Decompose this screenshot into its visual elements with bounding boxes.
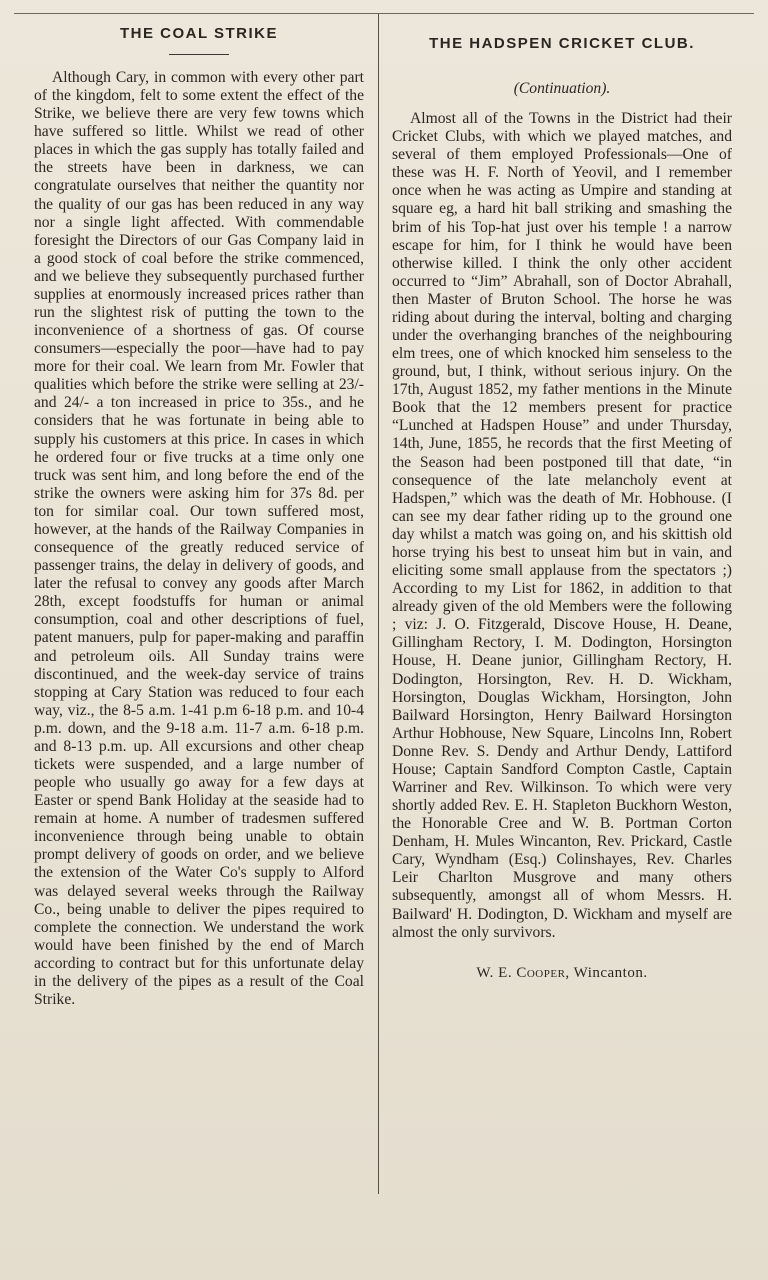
- cricket-club-headline: THE HADSPEN CRICKET CLUB.: [429, 35, 695, 52]
- continuation-label: (Continuation).: [513, 80, 611, 97]
- column-divider: [378, 14, 379, 1194]
- top-rule: [14, 13, 754, 14]
- headline-underline: [169, 54, 229, 55]
- coal-strike-article: [34, 24, 364, 1009]
- author-place: Wincanton.: [573, 964, 648, 981]
- coal-strike-headline: THE COAL STRIKE: [119, 25, 279, 42]
- cricket-club-body: Almost all of the Towns in the District had their Cricket Clubs, with which we played matches, and several of them employed Professionals—One of these was H. F. North of Yeovil, and I remember once when he was acting as Umpire and standing at square eg, a hard hit ball striking and smashing the brim of his Top-hat just over his temple ! a narrow escape for him, for I think he would have been otherwise killed. I think the only other accident occurred to “Jim” Abrahall, son of Doctor Abrahall, then Master of Bruton School. The horse he was riding about during the interval, bolting and charging under the overhanging branches of the neighbouring elm trees, one of which knocked him senseless to the ground, but, I think, without serious injury. On the 17th, August 1852, my father mentions in the Minute Book that the 12 members present for practice “Lunched at Hadspen House” and under Thursday, 14th, June, 1855, he records that the first Meeting of the Season had been postponed till that date, “in consequence of the late melancholy event at Hadspen,” which was the death of Mr. Hobhouse. (I can see my dear father riding up to the ground one day whilst a match was going on, and his skittish old horse trying his best to unseat him but in vain, and eliciting some small applause from the spectators ;) According to my List for 1862, in addition to that already given of the old Members were the following ; viz: J. O. Fitzgerald, Discove House, H. Deane, Gillingham Rectory, I. M. Dodington, Horsington House, H. Deane junior, Gillingham Rectory, H. Dodington, Horsington, Rev. H. D. Wickham, Horsington, Douglas Wickham, Horsington, John Bailward Horsington, Henry Bailward Horsington Arthur Hobhouse, New Square, Lincolns Inn, Robert Donne Rev. S. Dendy and Arthur Dendy, Lattiford House; Captain Sandford Compton Castle, Captain Warriner and Rev. Wilkinson. To which were very shortly added Rev. E. H. Stapleton Buckhorn Weston, the Honorable Cree and W. B. Portman Corton Denham, H. Mules Wincanton, Rev. Prickard, Castle Cary, Wyndham (Esq.) Colinshayes, Rev. Charles Leir Charlton Musgrove and many others subsequently, amongst all of whom Messrs. H. Bailward' H. Dodington, D. Wickham and myself are almost the only survivors.: [392, 110, 732, 941]
- author-name: W. E. Cooper,: [476, 964, 570, 981]
- author-signature: [392, 964, 732, 982]
- coal-strike-body: Although Cary, in common with every other part of the kingdom, felt to some extent the effect of the Strike, we believe there are very few towns which have suffered so little. Whilst we read of other places in which the gas supply has totally failed and the streets have been in darkness, we can congratulate ourselves that neither the quantity nor the quality of our gas has been reduced in any way nor a single light affected. With commendable foresight the Directors of our Gas Company laid in a good stock of coal before the strike commenced, and we believe they subsequently purchased further supplies at enormously increased prices rather than run the slightest risk of putting the town to the inconvenience of a shortness of gas. Of course consumers—especially the poor—have had to pay more for their coal. We learn from Mr. Fowler that qualities which before the strike were selling at 23/- and 24/- a ton increased in price to 35s., and he considers that he was fortunate in being able to supply his customers at this price. In cases in which he ordered four or five trucks at a time only one truck was sent him, and long before the end of the strike the owners were asking him for 37s 8d. per ton for similar coal. Our town suffered most, however, at the hands of the Railway Companies in consequence of the greatly reduced service of passenger trains, the delay in delivery of goods, and later the refusal to convey any goods after March 28th, except foodstuffs for human or animal consumption, coal and other descriptions of fuel, patent manuers, pulp for paper-making and paraffin and petroleum oils. All Sunday trains were discontinued, and the week-day service of trains stopping at Cary Station was reduced to four each way, viz., the 8-5 a.m. 1-41 p.m 6-18 p.m. and 10-4 p.m. down, and the 9-18 a.m. 11-7 a.m. 6-18 p.m. and 8-13 p.m. up. All excursions and other cheap tickets were suspended, and a large number of people who usually go away for a few days at Easter or spend Bank Holiday at the seaside had to remain at home. A number of tradesmen suffered inconvenience through being unable to obtain prompt delivery of goods on order, and we believe the extension of the Water Co's supply to Alford was delayed several weeks through the Railway Co., being unable to deliver the pipes required to complete the connection. We understand the work would have been finished by the end of March according to contract but for this unfortunate delay in the delivery of the pipes as a result of the Coal Strike.: [34, 69, 364, 1008]
- cricket-club-article: [392, 24, 732, 982]
